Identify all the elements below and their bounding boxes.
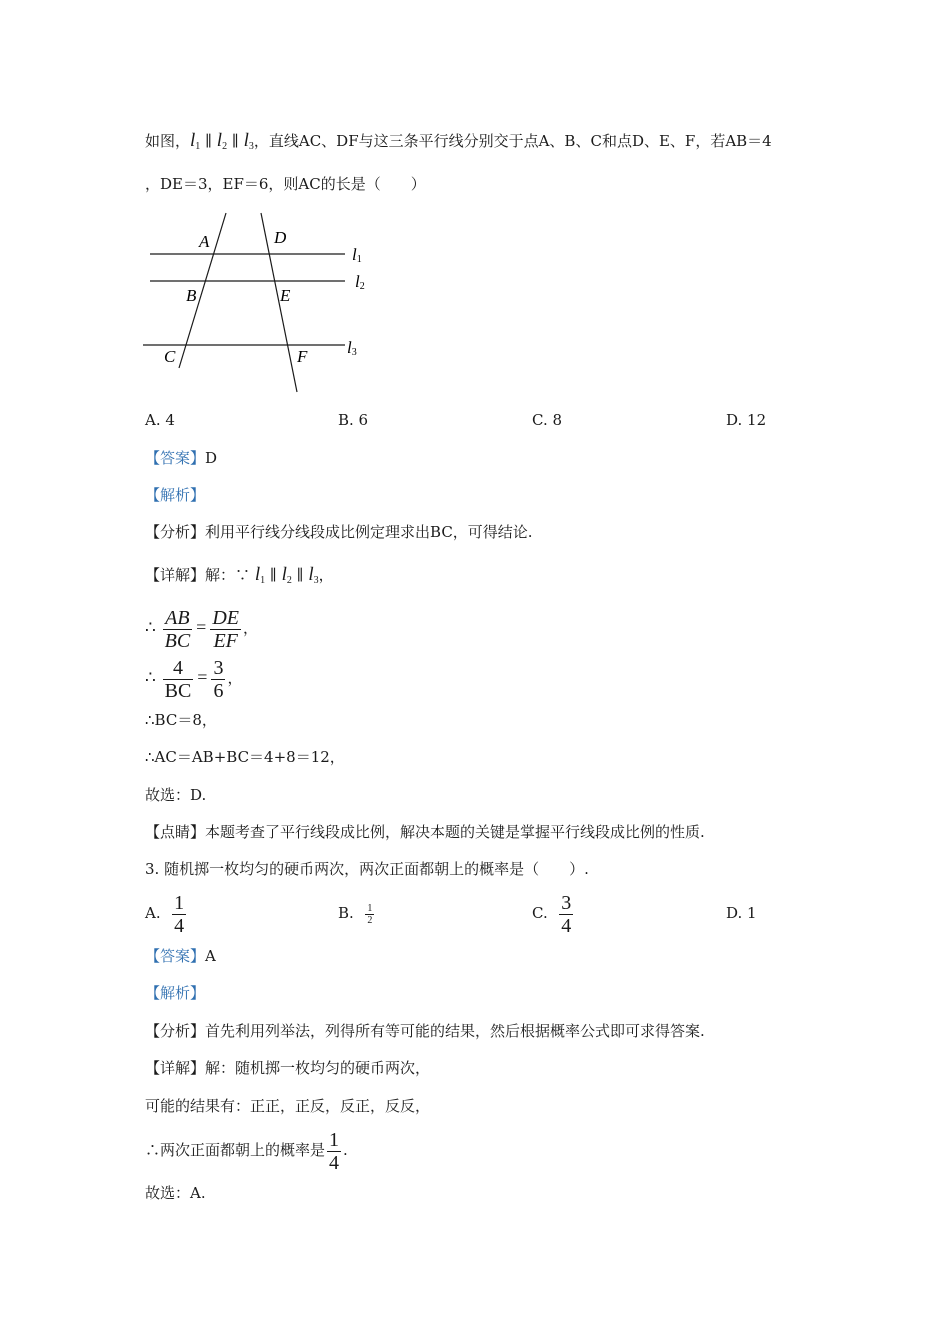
label-l3: l3 <box>347 338 357 358</box>
q2-step-proportion: ∴ $\frac{AB}{BC}$ = $\frac{DE}{EF}$ ， <box>145 606 259 652</box>
parallel-symbol: ∥ <box>296 566 304 584</box>
fraction-3-4: $\frac{3}{4}$ <box>561 891 572 937</box>
q2-step-substitute: ∴ $\frac{4}{BC}$ = $\frac{3}{6}$ ， <box>145 656 243 702</box>
math-l1: $l_1$ <box>190 130 201 152</box>
math-l2: $l_2$ <box>216 130 228 152</box>
q2-choose: 故选：D. <box>145 786 207 804</box>
parallel-symbol: ∥ <box>231 132 239 150</box>
q2-step-ac: ∴AC＝AB+BC＝4+8＝12， <box>145 748 345 766</box>
q3-option-a: A. $\frac{1}{4}$ <box>145 891 185 937</box>
q2-option-a: A. 4 <box>145 411 175 429</box>
q2-xiangjie: 【详解】解：∵ $l_1$ ∥ $l_2$ ∥ $l_3$， <box>145 564 334 586</box>
q2-stem-prefix: 如图， <box>145 132 191 150</box>
label-E: E <box>280 286 291 305</box>
q3-analysis-label: 【解析】 <box>145 984 206 1002</box>
q2-option-b: B. 6 <box>338 411 369 429</box>
q3-fenxi: 【分析】首先利用列举法，列得所有等可能的结果，然后根据概率公式即可求得答案. <box>145 1022 705 1040</box>
label-C: C <box>164 347 176 366</box>
fraction-3-6: $\frac{3}{6}$ <box>213 656 224 702</box>
parallel-lines-figure <box>140 205 380 400</box>
q3-option-c: C. $\frac{3}{4}$ <box>532 891 572 937</box>
label-l2: l2 <box>355 272 365 292</box>
math-l1: $l_1$ <box>254 564 266 586</box>
q3-stem: 3. 随机掷一枚均匀的硬币两次，两次正面都朝上的概率是（ ）. <box>145 860 589 878</box>
fraction-1-4: $\frac{1}{4}$ <box>329 1128 340 1174</box>
fraction-ab-bc: $\frac{AB}{BC}$ <box>164 606 191 652</box>
math-l3: $l_3$ <box>243 130 254 152</box>
fraction-4-bc: $\frac{4}{BC}$ <box>164 656 192 702</box>
label-D: D <box>274 228 287 247</box>
label-l1: l1 <box>352 245 362 265</box>
fraction-1-2: $\frac{1}{2}$ <box>367 902 373 926</box>
label-F: F <box>297 347 308 366</box>
q2-stem-line1 <box>145 131 772 157</box>
q3-answer: 【答案】A <box>145 947 216 965</box>
fraction-1-4: $\frac{1}{4}$ <box>174 891 185 937</box>
q2-stem-line2: ，DE＝3，EF＝6，则AC的长是（ ） <box>145 175 426 193</box>
answer-label: 【答案】 <box>145 947 206 965</box>
label-A: A <box>199 232 210 251</box>
equals-sign: = <box>196 617 207 637</box>
equals-sign: = <box>197 667 208 687</box>
q3-option-d: D. 1 <box>726 904 757 922</box>
q3-outcomes: 可能的结果有：正正，正反，反正，反反， <box>145 1097 431 1115</box>
parallel-symbol: ∥ <box>269 566 277 584</box>
q2-option-d: D. 12 <box>726 411 767 429</box>
q3-probability: ∴两次正面都朝上的概率是 $\frac{1}{4}$ . <box>145 1128 348 1174</box>
answer-label: 【答案】 <box>145 449 206 467</box>
parallel-symbol: ∥ <box>205 132 213 150</box>
q2-analysis-label: 【解析】 <box>145 486 206 504</box>
therefore-symbol: ∴ <box>145 618 156 638</box>
fraction-de-ef: $\frac{DE}{EF}$ <box>212 606 239 652</box>
q2-dianjing: 【点睛】本题考查了平行线段成比例，解决本题的关键是掌握平行线段成比例的性质. <box>145 823 705 841</box>
therefore-symbol: ∴ <box>145 668 156 688</box>
math-l2: $l_2$ <box>281 564 292 586</box>
math-l3: $l_3$ <box>308 564 319 586</box>
q2-step-bc: ∴BC＝8， <box>145 711 217 729</box>
q3-choose: 故选：A. <box>145 1184 206 1202</box>
label-B: B <box>186 286 197 305</box>
q2-fenxi: 【分析】利用平行线分线段成比例定理求出BC，可得结论. <box>145 523 533 541</box>
q3-option-b: B. $\frac{1}{2}$ <box>338 902 373 926</box>
q2-stem-rest: ，直线AC、DF与这三条平行线分别交于点A、B、C和点D、E、F，若AB＝4 <box>253 132 772 150</box>
q2-answer: 【答案】D <box>145 449 218 467</box>
q3-xiangjie: 【详解】解：随机掷一枚均匀的硬币两次， <box>145 1059 431 1077</box>
q2-option-c: C. 8 <box>532 411 563 429</box>
